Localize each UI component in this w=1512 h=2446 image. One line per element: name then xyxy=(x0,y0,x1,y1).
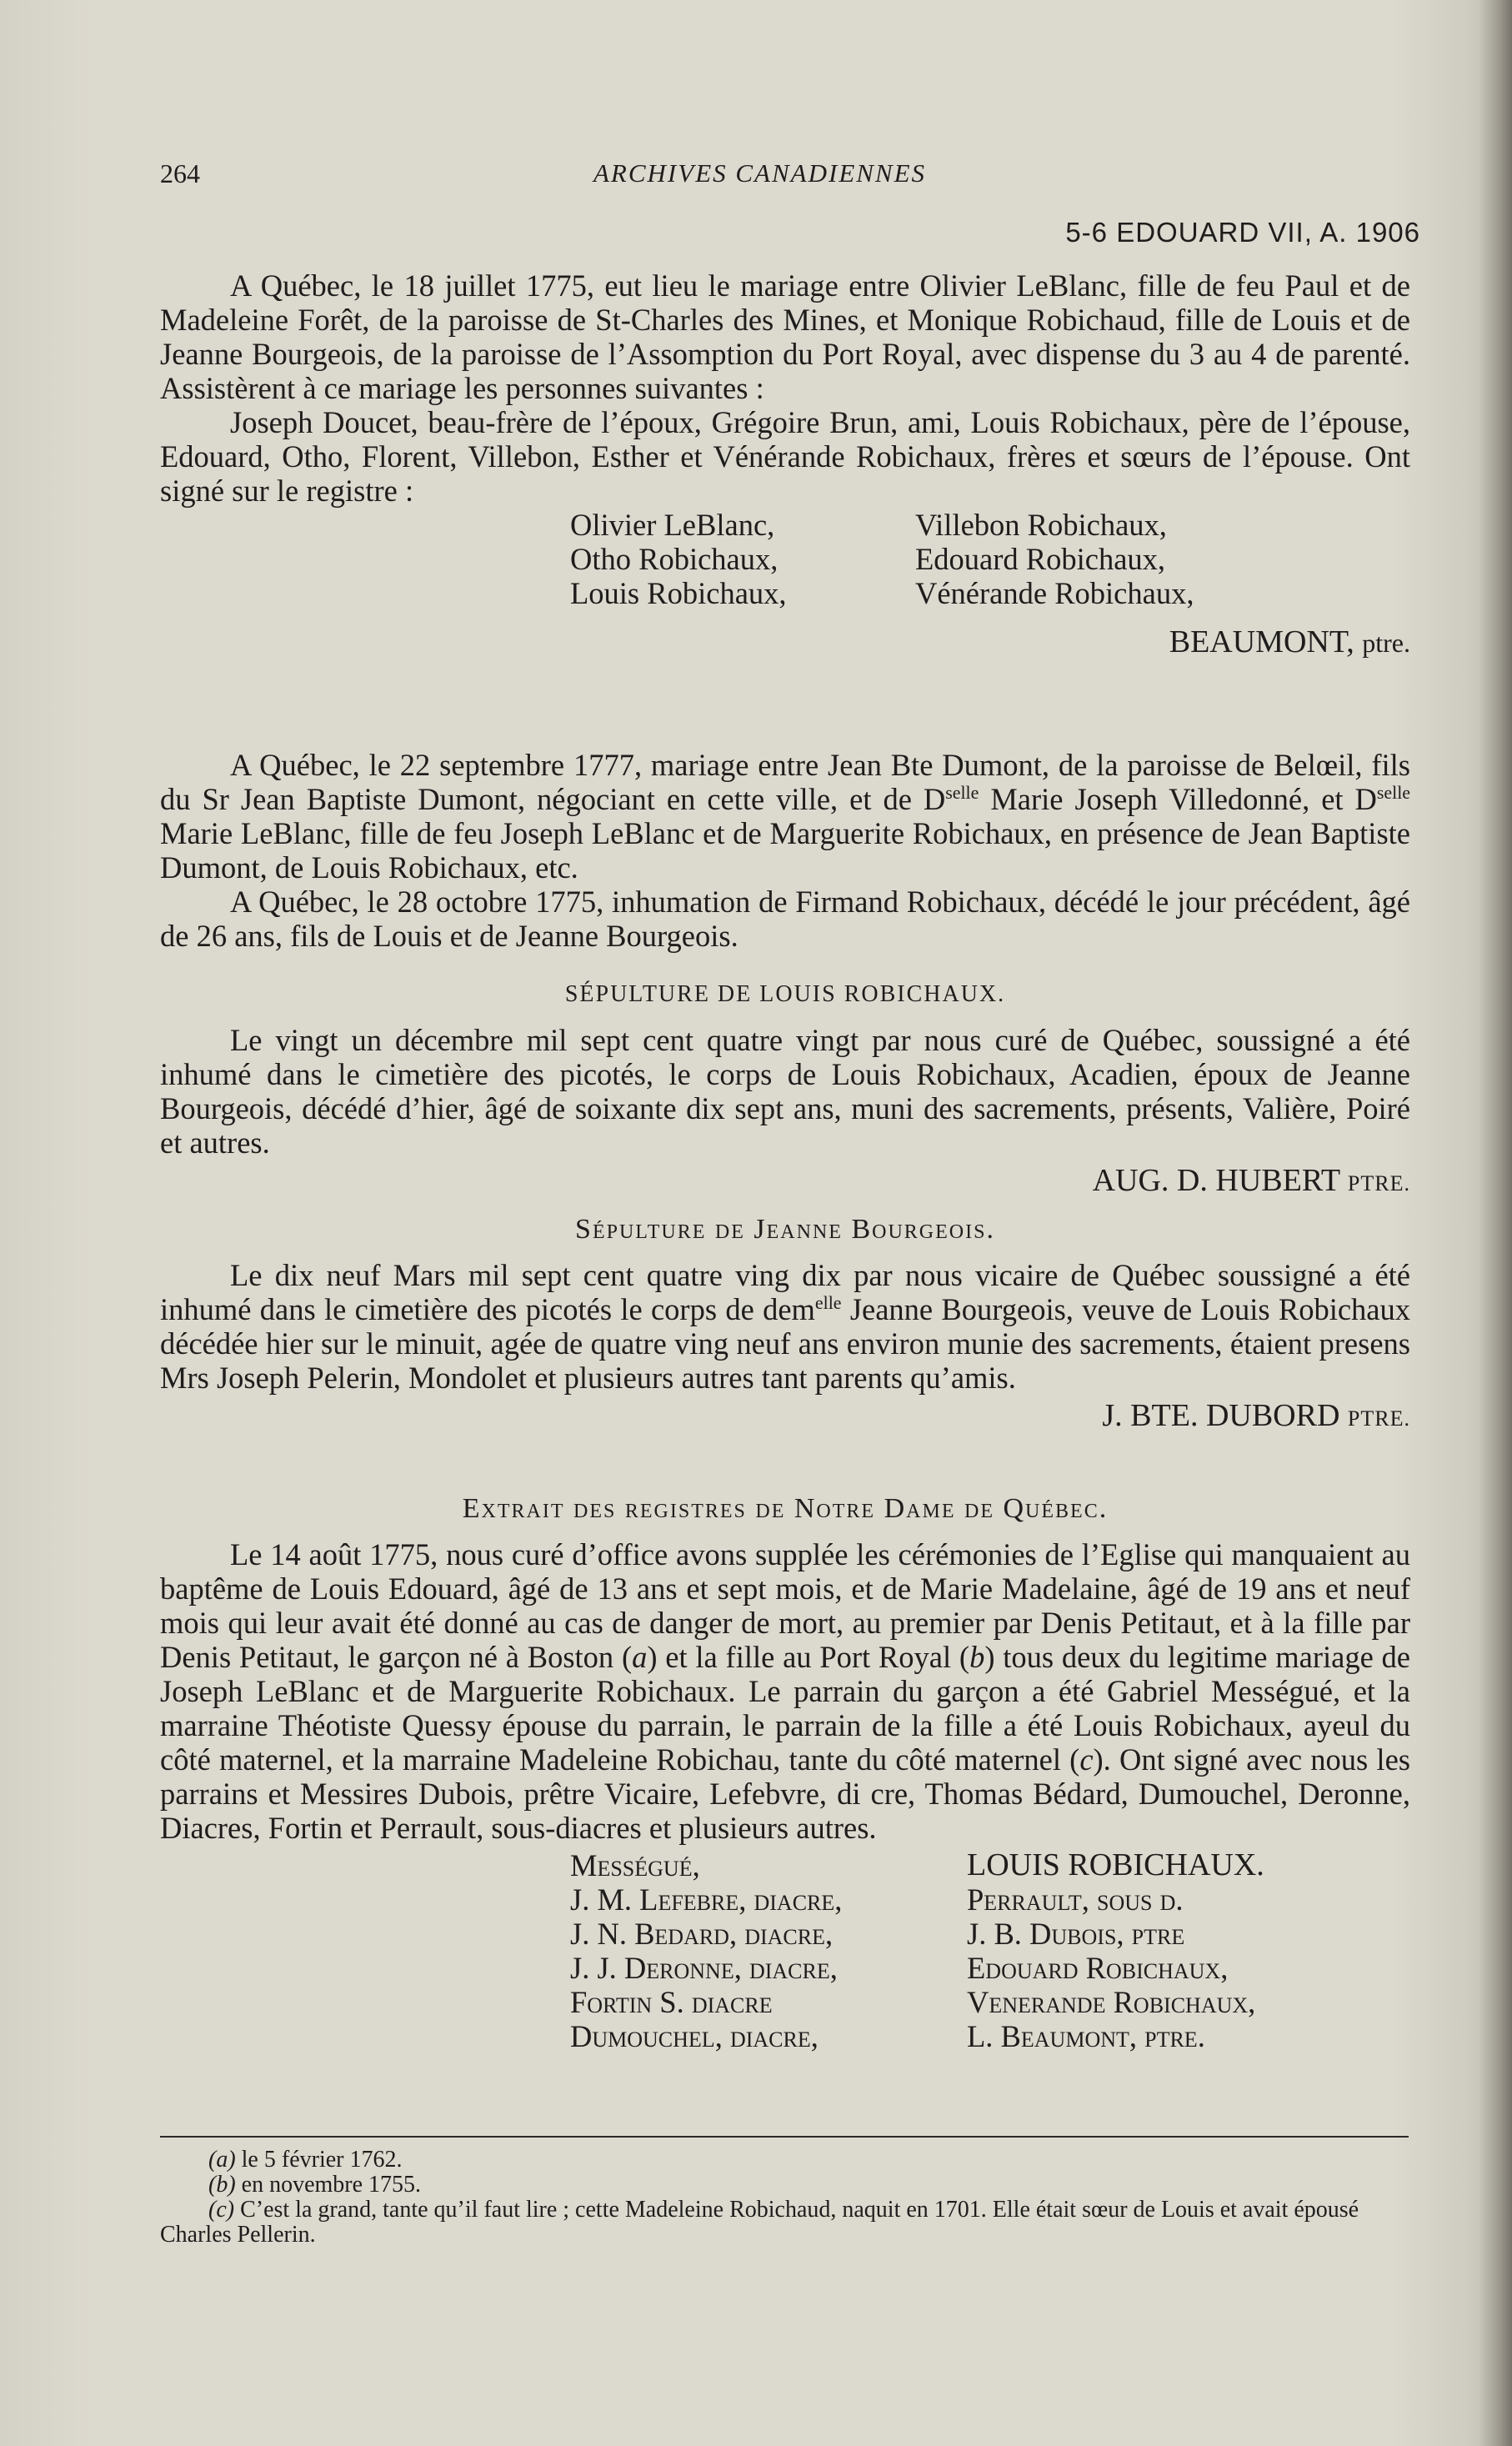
signature: J. N. Bedard, diacre, xyxy=(570,1917,834,1951)
page-number: 264 xyxy=(160,158,200,188)
paragraph: A Québec, le 28 octobre 1775, inhumation de Firmand Robichaux, décédé le jour précédent, âgé de 26 ans, fils de Louis et de Jeanne Bourgeois. xyxy=(160,885,1410,953)
entry-marriage-1775 xyxy=(160,268,1410,664)
footnote-text: en novembre 1755. xyxy=(235,2172,422,2198)
signature: Edouard Robichaux, xyxy=(967,1951,1229,1985)
section-notre-dame-extract xyxy=(160,1492,1410,2057)
text-run: Marie LeBlanc, fille de feu Joseph LeBlanc et de Marguerite Robichaux, en présence de Jean Baptiste Dumont, de Louis Robichaux, etc. xyxy=(160,816,1410,885)
priest-signature xyxy=(160,621,1410,664)
signature-block xyxy=(160,508,1410,613)
signature: J. M. Lefebre, diacre, xyxy=(570,1882,843,1917)
signatures-right xyxy=(967,1848,1264,2053)
signature: J. J. Deronne, diacre, xyxy=(570,1951,838,1985)
signature: LOUIS ROBICHAUX. xyxy=(967,1847,1264,1882)
paragraph xyxy=(160,748,1410,885)
footnote-ref: c xyxy=(1079,1742,1094,1777)
signature: Vénérande Robichaux, xyxy=(915,576,1194,610)
page-edge-shadow xyxy=(1479,0,1512,2446)
footnote xyxy=(160,2198,1410,2248)
signature: Perrault, sous d. xyxy=(967,1882,1184,1917)
text-run: Jeanne Bourgeois, veuve de Louis Robichaux décédée hier sur le minuit, agée de quatre ving neuf ans environ munie des sacrements, étaient presens Mrs Joseph Pelerin, Mondolet et plusieurs autres tant parents qu’amis. xyxy=(160,1292,1410,1395)
footnote-rule xyxy=(160,2136,1409,2138)
section-heading: Extrait des registres de Notre Dame de Québec. xyxy=(462,1493,1109,1524)
signatures-left xyxy=(570,1848,842,2053)
signature-title: PTRE. xyxy=(1347,1406,1410,1431)
text-run: ) et la fille au Port Royal ( xyxy=(647,1640,970,1674)
section-louis-robichaux xyxy=(160,978,1410,1205)
paragraph: Joseph Doucet, beau-frère de l’époux, Grégoire Brun, ami, Louis Robichaux, père de l’épouse, Edouard, Otho, Florent, Villebon, Esther et Vénérande Robichaux, frères et sœurs de l’épouse. Ont signé sur le registre : xyxy=(160,405,1410,508)
signature: Mességué, xyxy=(570,1848,700,1882)
text-run: ). Ont signé avec nous les parrains et Messires Dubois, prêtre Vicaire, Lefebvre, di cre, Thomas Bédard, Dumouchel, Deronne, Diacres, Fortin et Perrault, sous-diacres et plusieurs autres. xyxy=(160,1742,1410,1845)
priest-title: ptre. xyxy=(1362,628,1410,658)
priest-name: BEAUMONT, xyxy=(1169,624,1354,659)
footnote-text: C’est la grand, tante qu’il faut lire ; cette Madeleine Robichaud, naquit en 1701. Elle était sœur de Louis et avait épousé Charles Pellerin. xyxy=(160,2197,1359,2248)
footnote-mark: (c) xyxy=(208,2197,235,2223)
signature: Villebon Robichaux, xyxy=(915,508,1167,542)
section-heading: Sépulture de Jeanne Bourgeois. xyxy=(575,1214,995,1245)
footnote-ref: a xyxy=(632,1640,648,1674)
signature: Edouard Robichaux, xyxy=(915,542,1166,576)
signature: L. Beaumont, ptre. xyxy=(967,2019,1205,2053)
signature: Louis Robichaux, xyxy=(570,576,787,610)
footnote-text: le 5 février 1762. xyxy=(235,2147,403,2173)
signatures-left xyxy=(570,508,787,610)
footnote xyxy=(160,2148,1410,2173)
paragraph xyxy=(160,1258,1410,1395)
superscript: selle xyxy=(1376,781,1410,803)
page-header xyxy=(160,158,1410,200)
footnote-mark: (a) xyxy=(208,2147,236,2173)
section-heading: SÉPULTURE DE LOUIS ROBICHAUX. xyxy=(564,981,1006,1007)
signature-line xyxy=(160,1160,1410,1205)
paragraph: A Québec, le 18 juillet 1775, eut lieu le mariage entre Olivier LeBlanc, fille de feu Paul et de Madeleine Forêt, de la paroisse de St-Charles des Mines, et Monique Robichaud, fille de Louis et de Jeanne Bourgeois, de la paroisse de l’Assomption du Port Royal, avec dispense du 3 au 4 de parenté. Assistèrent à ce mariage les personnes suivantes : xyxy=(160,268,1410,405)
entry-marriage-1777 xyxy=(160,748,1410,953)
text-run: A Québec, le 22 septembre 1777, mariage entre Jean Bte Dumont, de la paroisse de Belœil, fils du Sr Jean Baptiste Dumont, négociant en cette ville, et de D xyxy=(160,748,1410,816)
signatures-right xyxy=(915,508,1194,610)
footnote-ref: b xyxy=(969,1640,985,1674)
text-run: Marie Joseph Villedonné, et D xyxy=(979,782,1377,816)
paragraph: Le vingt un décembre mil sept cent quatre vingt par nous curé de Québec, soussigné a été inhumé dans le cimetière des picotés, le corps de Louis Robichaux, Acadien, époux de Jeanne Bourgeois, décédé d’hier, âgé de soixante dix sept ans, muni des sacrements, présents, Valière, Poiré et autres. xyxy=(160,1023,1410,1160)
footnotes xyxy=(160,2148,1410,2248)
footnote xyxy=(160,2173,1410,2198)
signature-name: AUG. D. HUBERT xyxy=(1092,1163,1340,1198)
paragraph xyxy=(160,1537,1410,1845)
text-run: Le dix neuf Mars mil sept cent quatre ving dix par nous vicaire de Québec soussigné a été inhumé dans le cimetière des picotés le corps de dem xyxy=(160,1258,1410,1326)
signature: Venerande Robichaux, xyxy=(967,1985,1256,2019)
session-label: 5-6 EDOUARD VII, A. 1906 xyxy=(1065,217,1420,248)
signature: Otho Robichaux, xyxy=(570,542,779,576)
signature-line xyxy=(160,1395,1410,1440)
signature: Fortin S. diacre xyxy=(570,1985,773,2019)
superscript: selle xyxy=(945,781,979,803)
text-run: Le 14 août 1775, nous curé d’office avons supplée les cérémonies de l’Eglise qui manquaient au baptême de Louis Edouard, âgé de 13 ans et sept mois, et de Marie Madelaine, âgé de 19 ans et neuf mois qui leur avait été donné au cas de danger de mort, au premier par Denis Petitaut, et à la fille par Denis Petitaut, le garçon né à Boston ( xyxy=(160,1537,1410,1674)
running-title: ARCHIVES CANADIENNES xyxy=(593,158,927,188)
signature: Dumouchel, diacre, xyxy=(570,2019,819,2053)
signature-block xyxy=(160,1848,1410,2057)
text-run: ) tous deux du legitime mariage de Joseph LeBlanc et de Marguerite Robichaux. Le parrain du garçon a été Gabriel Mességué, et la marraine Théotiste Quessy épouse du parrain, le parrain de la fille a été Louis Robichaux, ayeul du côté maternel, et la marraine Madeleine Robichau, tante du côté maternel ( xyxy=(160,1640,1411,1777)
signature-name: J. BTE. DUBORD xyxy=(1102,1398,1340,1433)
signature-title: PTRE. xyxy=(1347,1171,1410,1195)
footnote-mark: (b) xyxy=(208,2172,236,2198)
signature: J. B. Dubois, ptre xyxy=(967,1917,1185,1951)
signature: Olivier LeBlanc, xyxy=(570,508,775,542)
section-jeanne-bourgeois xyxy=(160,1213,1410,1440)
superscript: elle xyxy=(814,1291,842,1313)
